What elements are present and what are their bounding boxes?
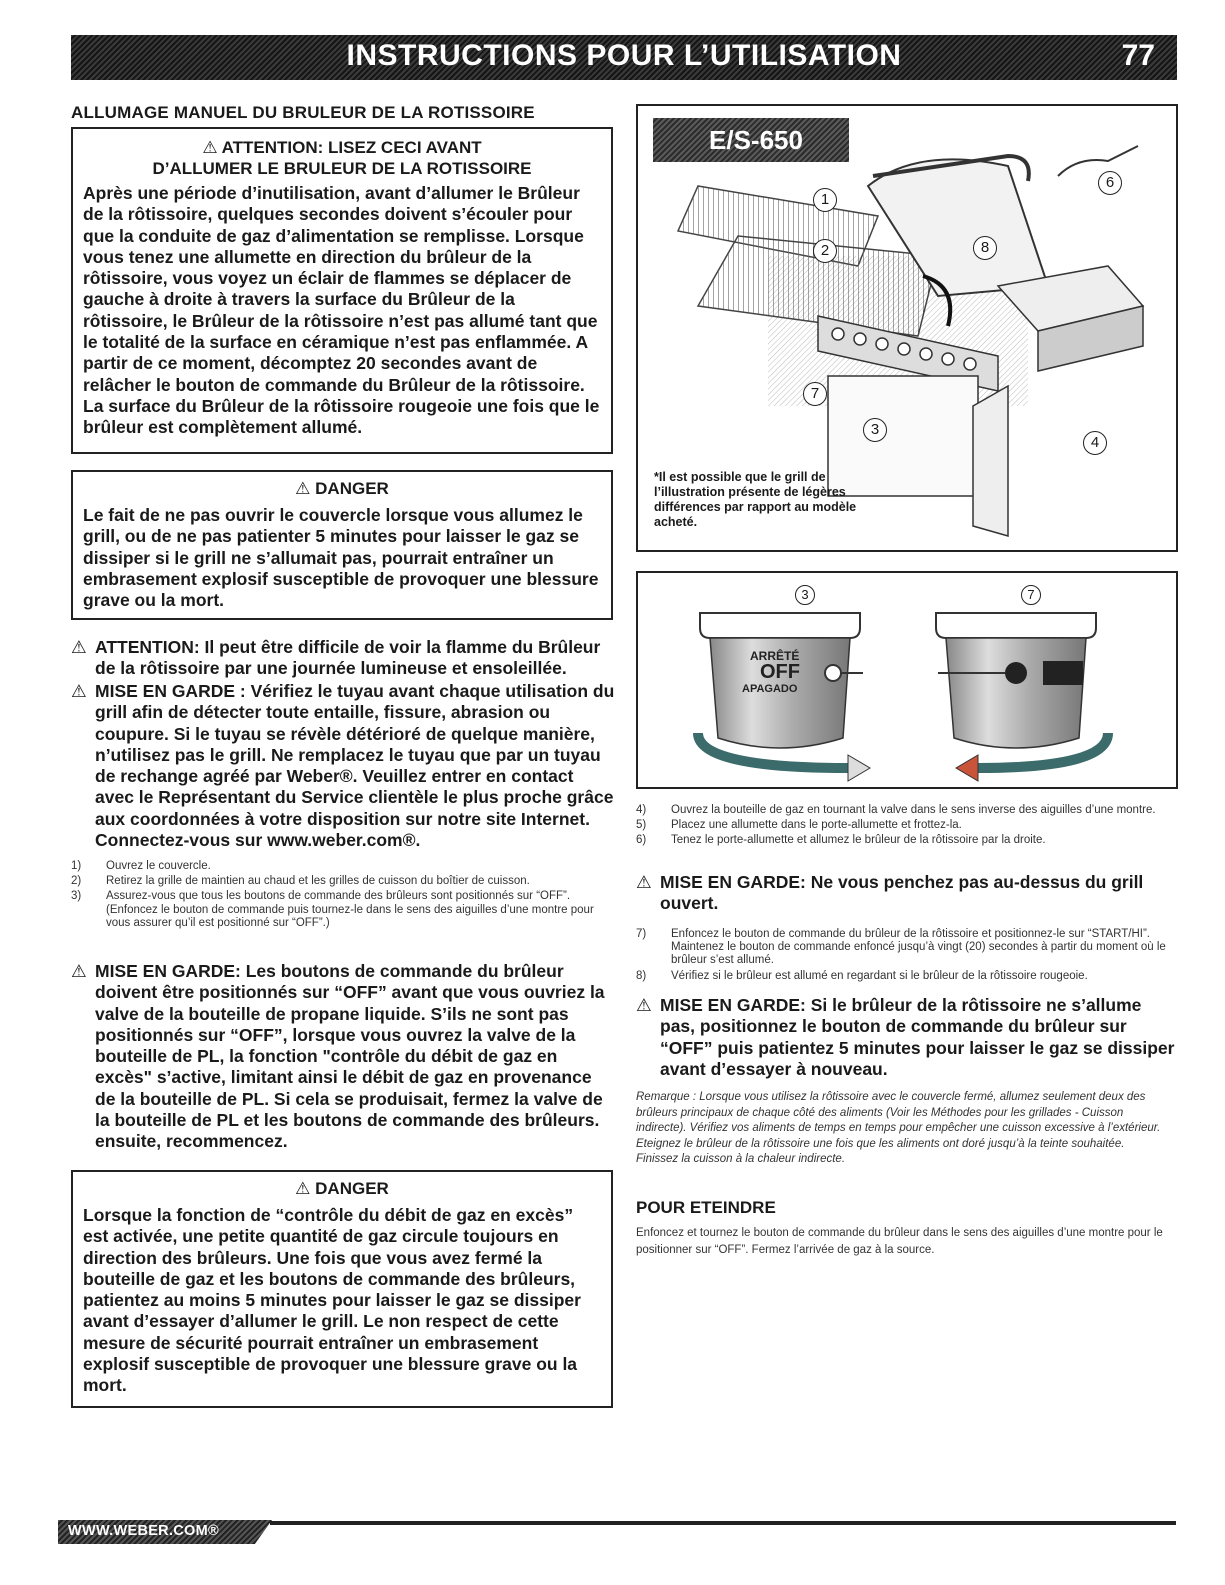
lean-warning xyxy=(636,872,1176,915)
page-title: INSTRUCTIONS POUR L’UTILISATION xyxy=(346,39,902,72)
callout-7: 7 xyxy=(803,382,827,406)
warning-triangle-icon: ⚠ xyxy=(71,681,87,701)
callout-2: 2 xyxy=(813,239,837,263)
header-banner xyxy=(71,35,1177,80)
figure-note: *Il est possible que le grill de l’illustration présente de légères différences par rapport au modèle acheté. xyxy=(654,470,857,529)
off-section-text: Enfoncez et tournez le bouton de commande du brûleur dans le sens des aiguilles d’une montre pour le positionner sur “OFF”. Fermez l’arrivée de gaz à la source. xyxy=(636,1227,1163,1256)
hose-warning xyxy=(71,681,616,851)
danger-heading-2: ⚠ DANGER xyxy=(295,1179,389,1198)
danger-body-2: Lorsque la fonction de “contrôle du débit de gaz en excès” est activée, une petite quantité de gaz circule toujours en direction des brûleurs. Une fois que vous avez fermé la bouteille de gaz et les boutons de commande des brûleurs, patientez au moins 5 minutes pour laisser le gaz se dissiper avant d’essayer d’allumer le grill. Le non respect de cette mesure de sécurité pourrait entraîner un embrasement explosif susceptible de provoquer une blessure grave ou la mort. xyxy=(83,1205,581,1396)
off-position-warning xyxy=(71,961,616,1153)
step-item: 5) Placez une allumette dans le porte-allumette et frottez-la. xyxy=(636,819,962,832)
knob-label-arrete: ARRÊTÉ xyxy=(750,649,800,663)
attention-box xyxy=(71,127,613,454)
hose-warning-text: MISE EN GARDE : Vérifiez le tuyau avant chaque utilisation du grill afin de détecter toute entaille, fissure, abrasion ou coupure. Si le tuyau se révèle détérioré de quelque manière, n’utilisez pas le grill. Ne remplacez le tuyau que par un tuyau de rechange agréé par Weber®. Veuillez entrer en contact avec le Représentant du Service clientèle le plus proche grâce aux coordonnées à votre disposition sur notre site Internet. Connectez-vous sur www.weber.com®. xyxy=(95,681,615,851)
knob-illustration xyxy=(636,571,1178,789)
steps-list-right-2 xyxy=(636,928,1176,985)
knob-drawing xyxy=(638,573,1176,787)
footer-rule xyxy=(270,1521,1176,1525)
danger-body-1: Le fait de ne pas ouvrir le couvercle lorsque vous allumez le grill, ou de ne pas patienter 5 minutes pour laisser le gaz se dissiper si le grill ne s’allumait pas, pourrait entraîner un embrasement explosif susceptible de provoquer une blessure grave ou la mort. xyxy=(83,505,599,611)
callout-4: 4 xyxy=(1083,431,1107,455)
step-item: 6) Tenez le porte-allumette et allumez le brûleur de la rôtissoire par la droite. xyxy=(636,834,1046,847)
steps-list-left xyxy=(71,860,601,932)
remark-text: Remarque : Lorsque vous utilisez la rôtissoire avec le couvercle fermé, allumez seulement deux des brûleurs principaux de chaque côté des aliments (Voir les Méthodes pour les grillades - Cuisson indirecte). Vérifiez vos aliments de temps en temps pour empêcher une cuisson excessive à l’extérieur. Eteignez le brûleur de la rôtissoire une fois que les aliments ont doré jusqu’à la teinte souhaitée. Finissez la cuisson à la chaleur indirecte. xyxy=(636,1091,1161,1166)
off-position-warning-text: MISE EN GARDE: Les boutons de commande du brûleur doivent être positionnés sur “OFF” avant que vous ouvriez la valve de la bouteille de propane liquide. S’ils ne sont pas positionnés sur “OFF”, lorsque vous ouvrez la valve de la bouteille de PL, la fonction "contrôle du débit de gaz en excès" s’active, limitant ainsi le débit de gaz en provenance de la bouteille de PL. Si cela se produisait, fermez la valve de la bouteille de PL et les boutons de commande des brûleurs. ensuite, recommencez. xyxy=(95,961,605,1152)
attention-flame-text: ATTENTION: Il peut être difficile de voir la flamme du Brûleur de la rôtissoire par une journée lumineuse et ensoleillée. xyxy=(95,637,601,679)
lean-warning-text: MISE EN GARDE: Ne vous penchez pas au-dessus du grill ouvert. xyxy=(660,872,1144,914)
callout-3: 3 xyxy=(863,418,887,442)
attention-heading-line1: ⚠ ATTENTION: LISEZ CECI AVANT xyxy=(202,138,482,157)
danger-box-1 xyxy=(71,470,613,620)
footer-url[interactable]: WWW.WEBER.COM® xyxy=(68,1523,219,1539)
grill-illustration xyxy=(636,104,1178,552)
step-item: 2) Retirez la grille de maintien au chaud et les grilles de cuisson du boîtier de cuisson. xyxy=(71,875,530,888)
callout-6: 6 xyxy=(1098,171,1122,195)
off-section-title: POUR ETEINDRE xyxy=(636,1198,776,1217)
step-item: 8) Vérifiez si le brûleur est allumé en regardant si le brûleur de la rôtissoire rougeoie. xyxy=(636,969,1088,982)
knob-label-apagado: APAGADO xyxy=(742,683,798,695)
page-number: 77 xyxy=(1121,39,1155,72)
step-item: 4) Ouvrez la bouteille de gaz en tournant la valve dans le sens inverse des aiguilles d’une montre. xyxy=(636,804,1156,816)
warning-triangle-icon: ⚠ xyxy=(636,872,652,892)
step-item: 1) Ouvrez le couvercle. xyxy=(71,860,211,872)
danger-heading-1: ⚠ DANGER xyxy=(295,479,389,498)
knob-label-off: OFF xyxy=(760,661,800,683)
warning-triangle-icon: ⚠ xyxy=(71,961,87,981)
not-lit-warning xyxy=(636,995,1176,1080)
warning-triangle-icon: ⚠ xyxy=(71,637,87,657)
step-item: 3) Assurez-vous que tous les boutons de commande des brûleurs sont positionnés sur “OFF”. (Enfoncez le bouton de commande puis tournez-le dans le sens des aiguilles d’une montre pour vous assurer qu’il est positionné sur “OFF”.) xyxy=(71,890,594,929)
callout-1: 1 xyxy=(813,188,837,212)
attention-body: Après une période d’inutilisation, avant d’allumer le Brûleur de la rôtissoire, quelques secondes doivent s’écouler pour que la conduite de gaz d’alimentation se remplisse. Lorsque vous tenez une allumette en direction du brûleur de la rôtissoire, vous voyez un éclair de flammes se déplacer de gauche à droite à travers la surface du Brûleur de la rôtissoire, le Brûleur de la rôtissoire n’est pas allumé tant que le totalité de la surface en céramique n’est pas enflammée. A partir de ce moment, décomptez 20 secondes avant de relâcher le bouton de commande du Brûleur de la rôtissoire. La surface du Brûleur de la rôtissoire rougeoie une fois que le brûleur est complètement allumé. xyxy=(83,183,600,438)
knob-callout-3: 3 xyxy=(795,585,815,605)
warning-triangle-icon: ⚠ xyxy=(636,995,652,1015)
step-item: 7) Enfoncez le bouton de commande du brûleur de la rôtissoire et positionnez-le sur “START/HI”. Maintenez le bouton de commande enfoncé jusqu’à vingt (20) secondes à partir du moment où le brûleur s’est allumé. xyxy=(636,928,1166,967)
not-lit-warning-text: MISE EN GARDE: Si le brûleur de la rôtissoire ne s’allume pas, positionnez le bouton de commande du brûleur sur “OFF” puis patientez 5 minutes pour laisser le gaz se dissiper avant d’essayer à nouveau. xyxy=(660,995,1175,1079)
steps-list-right xyxy=(636,804,1176,850)
knob-callout-7: 7 xyxy=(1021,585,1041,605)
attention-flame-warning xyxy=(71,637,616,680)
model-label: E/S-650 xyxy=(653,118,849,162)
callout-8: 8 xyxy=(973,236,997,260)
attention-heading-line2: D’ALLUMER LE BRULEUR DE LA ROTISSOIRE xyxy=(152,159,532,178)
danger-box-2 xyxy=(71,1170,613,1408)
section-title: ALLUMAGE MANUEL DU BRULEUR DE LA ROTISSOIRE xyxy=(71,103,535,122)
